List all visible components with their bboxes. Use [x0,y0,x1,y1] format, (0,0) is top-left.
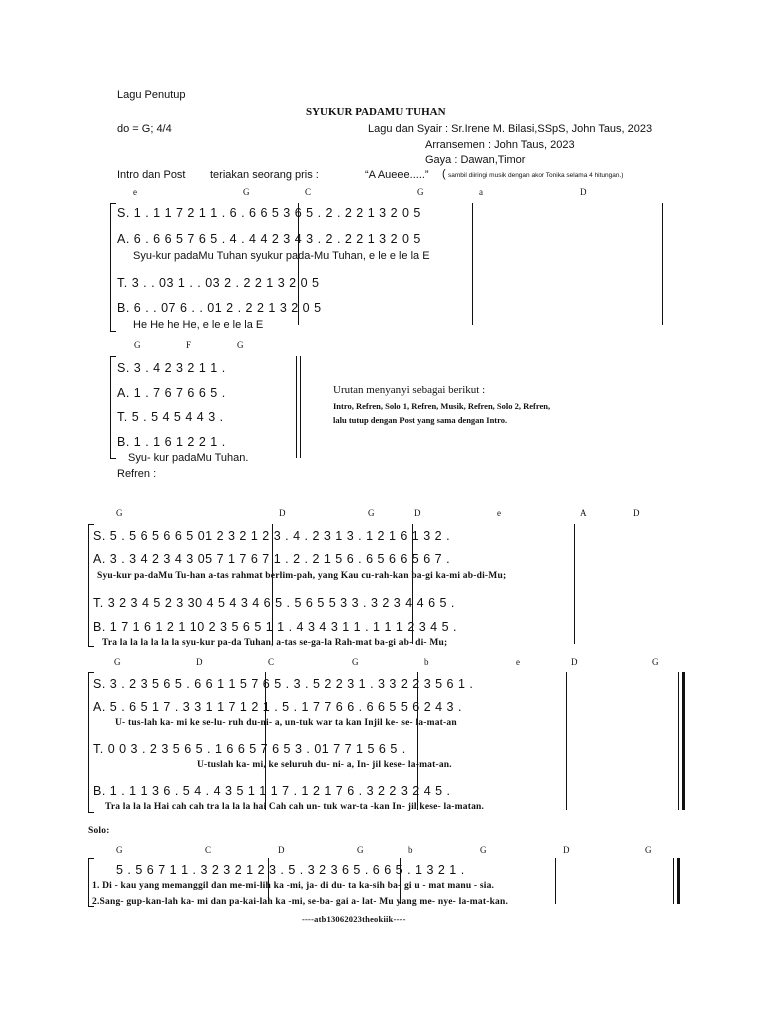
chord-symbol: G [134,340,141,350]
chord-symbol: G [480,845,487,855]
system-brace [88,858,89,906]
lyric-line: U-tuslah ka- mi, ke seluruh du- ni- a, In- jil kese- la-mat-an. [197,760,452,770]
bar-line [574,524,575,644]
refren-label: Refren : [117,468,157,480]
end-bar-line [673,858,674,904]
chord-symbol: G [357,845,364,855]
intro-label: Intro dan Post [117,169,186,181]
chord-symbol: a [479,187,483,197]
melody-line: 5 . 5 6 7 1 1 . 3 2 3 2 1 2 3 . 5 . 3 2 3 6 5 . 6 6 5 . 1 3 2 1 . [116,863,465,877]
intro-description: teriakan seorang pris : [210,169,319,181]
lyric-verse-1: 1. Di - kau yang memanggil dan me-mi-lih ka -mi, ja- di du- ta ka-sih ba- gi u - mat manu - sia. [92,881,495,891]
chord-symbol: e [497,508,501,518]
lyric-verse-2: 2.Sang- gup-kan-lah ka- mi dan pa-kai-lah ka -mi, se-ba- gai a- lat- Mu yang me- nye- la-mat-kan. [92,897,509,907]
lyric-line: Syu-kur pa-daMu Tu-han a-tas rahmat berlim-pah, yang Kau cu-rah-kan ba-gi ka-mi ab-di-Mu; [97,571,507,581]
soprano-line: S. 3 . 4 2 3 2 1 1 . [117,361,226,375]
tenor-line: T. 3 . . 03 1 . . 03 2 . 2 2 1 3 2 0 5 [117,276,320,290]
chord-symbol: G [116,508,123,518]
brace-bottom [88,812,94,813]
soprano-line: S. 1 . 1 1 7 2 1 1 . 6 . 6 6 5 3 6 5 . 2 . 2 2 1 3 2 0 5 [117,206,421,220]
lyric-line: He He he He, e le e le la E [133,319,264,331]
chord-symbol: e [133,187,137,197]
chord-symbol: e [516,657,520,667]
footer-signature: ----atb13062023theokiik---- [302,914,406,924]
end-bar-line [300,356,301,458]
bass-line: B. 6 . . 07 6 . . 01 2 . 2 2 1 3 2 0 5 [117,301,322,315]
bar-line [555,858,556,904]
brace-bottom [110,331,116,332]
chord-symbol: G [368,508,375,518]
system-brace [88,524,89,646]
bar-line [566,672,567,810]
bass-line: B. 1 7 1 6 1 2 1 10 2 3 5 6 5 1 1 . 4 3 4 3 1 1 . 1 1 1 2 3 4 5 . [93,620,457,634]
chord-symbol: D [196,657,203,667]
final-bar-line [682,672,685,810]
brace-top [110,203,116,204]
alto-line: A. 5 . 6 5 1 7 . 3 3 1 1 7 1 2 1 . 5 . 1 7 7 6 6 . 6 6 5 5 6 2 4 3 . [93,700,462,714]
chord-symbol: F [186,340,192,350]
lyric-line: Tra la la la Hai cah cah tra la la la hai Cah cah un- tuk war-ta -kan In- jil kese- la-matan. [105,802,485,812]
bar-line [298,203,299,325]
arranger-credit: Arransemen : John Taus, 2023 [425,139,575,151]
chord-symbol: A [580,508,587,518]
composer-credit: Lagu dan Syair : Sr.Irene M. Bilasi,SSpS, John Taus, 2023 [368,123,653,135]
bar-line [265,672,266,810]
system-brace [88,672,89,812]
chord-symbol: G [352,657,359,667]
bar-line [400,858,401,904]
brace-top [88,524,94,525]
lyric-line: U- tus-lah ka- mi ke se-lu- ruh du-ni- a, un-tuk war ta kan Injil ke- se- la-mat-an [115,718,457,728]
brace-top [110,356,116,357]
soprano-line: S. 5 . 5 6 5 6 6 5 01 2 3 2 1 2 3 . 4 . 2 3 1 3 . 1 2 1 6 1 3 2 . [93,529,451,543]
section-label: Lagu Penutup [117,89,186,101]
chord-symbol: b [408,845,413,855]
bar-line [472,203,473,325]
system-brace [110,203,111,331]
intro-shout: “A Aueee.....” [365,169,429,181]
chord-symbol: C [268,657,275,667]
alto-line: A. 1 . 7 6 7 6 6 5 . [117,386,226,400]
chord-symbol: G [243,187,250,197]
chord-symbol: D [571,657,578,667]
end-bar-line [678,672,679,810]
chord-symbol: G [116,845,123,855]
lyric-line: Syu- kur padaMu Tuhan. [128,452,249,464]
chord-symbol: b [424,657,429,667]
bar-line [412,524,413,644]
chord-symbol: D [563,845,570,855]
bass-line: B. 1 . 1 6 1 2 2 1 . [117,435,226,449]
bar-line [272,524,273,644]
chord-symbol: D [414,508,421,518]
key-signature: do = G; 4/4 [117,123,172,135]
chord-symbol: G [114,657,121,667]
song-title: SYUKUR PADAMU TUHAN [306,106,446,118]
alto-line: A. 3 . 3 4 2 3 4 3 05 7 1 7 6 7 1 . 2 . 2 1 5 6 . 6 5 6 6 5 6 7 . [93,552,451,566]
chord-symbol: C [305,187,312,197]
brace-top [88,858,94,859]
lyric-line: Tra la la la la la la syu-kur pa-da Tuhan, a-tas se-ga-la Rah-mat ba-gi ab- di- Mu; [102,638,448,648]
intro-paren: ( [442,168,446,180]
chord-symbol: D [580,187,587,197]
chord-symbol: D [279,508,286,518]
chord-symbol: G [417,187,424,197]
chord-symbol: G [237,340,244,350]
tenor-line: T. 0 0 3 . 2 3 5 6 5 . 1 6 6 5 7 6 5 3 . 01 7 7 1 5 6 5 . [93,742,406,756]
final-bar-line [677,858,680,904]
bar-line [417,672,418,810]
bass-line: B. 1 . 1 1 3 6 . 5 4 . 4 3 5 1 1 1 7 . 1 2 1 7 6 . 3 2 2 3 2 4 5 . [93,784,451,798]
chord-symbol: C [205,845,212,855]
system-brace [110,356,111,458]
chord-symbol: G [645,845,652,855]
order-line: Intro, Refren, Solo 1, Refren, Musik, Refren, Solo 2, Refren, [333,401,551,411]
soprano-line: S. 3 . 2 3 5 6 5 . 6 6 1 1 5 7 6 5 . 3 . 5 2 2 3 1 . 3 3 2 2 3 5 6 1 . [93,677,474,691]
style-credit: Gaya : Dawan,Timor [425,154,526,166]
bar-line [268,858,269,904]
chord-symbol: D [633,508,640,518]
tenor-line: T. 5 . 5 4 5 4 4 3 . [117,410,224,424]
bar-line [662,203,663,325]
brace-bottom [110,458,116,459]
intro-note: sambil diiringi musik dengan akor Tonika selama 4 hitungan.) [448,172,624,179]
order-heading: Urutan menyanyi sebagai berikut : [333,384,486,396]
solo-label: Solo: [88,826,110,836]
chord-symbol: D [278,845,285,855]
alto-line: A. 6 . 6 6 5 7 6 5 . 4 . 4 4 2 3 4 3 . 2 . 2 2 1 3 2 0 5 [117,232,421,246]
lyric-line: Syu-kur padaMu Tuhan syukur pada-Mu Tuhan, e le e le la E [133,250,430,262]
end-bar-line [296,356,297,458]
order-line: lalu tutup dengan Post yang sama dengan Intro. [333,415,508,425]
brace-top [88,672,94,673]
tenor-line: T. 3 2 3 4 5 2 3 30 4 5 4 3 4 6 5 . 5 6 5 5 3 3 . 3 2 3 4 4 6 5 . [93,596,455,610]
brace-bottom [88,646,94,647]
chord-symbol: G [652,657,659,667]
